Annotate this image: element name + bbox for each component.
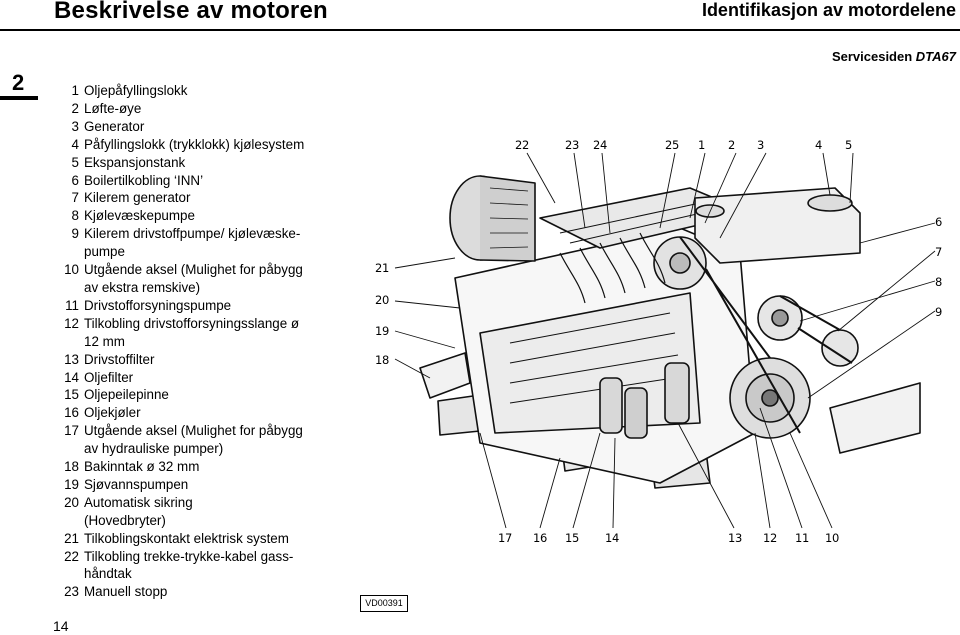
- part-number: 16: [64, 405, 79, 421]
- part-number: 14: [64, 369, 79, 385]
- part-description: Manuell stopp: [84, 584, 168, 600]
- subheading-prefix: Servicesiden: [831, 49, 916, 64]
- part-item: [55, 530, 370, 548]
- part-description: Boilertilkobling ‘INN’: [84, 172, 204, 188]
- part-item: [55, 476, 370, 494]
- subheading-model: DTA67: [915, 49, 956, 64]
- callout-label: 6: [935, 215, 943, 229]
- part-item: [55, 369, 370, 387]
- part-number: 21: [64, 530, 79, 546]
- callout-label: 23: [565, 138, 580, 152]
- part-list: [55, 82, 370, 601]
- part-item: [55, 404, 370, 422]
- part-item: [55, 261, 370, 297]
- chapter-number: 2: [12, 70, 25, 95]
- callout-label: 15: [565, 531, 580, 545]
- part-description: Påfyllingslokk (trykklokk) kjølesystem: [84, 136, 305, 152]
- engine-figure: [360, 133, 956, 615]
- part-description: Kilerem drivstoffpumpe/ kjølevæske- pumpe: [84, 226, 301, 260]
- part-item: [55, 458, 370, 476]
- callout-label: 19: [375, 324, 390, 338]
- callout-label: 1: [698, 138, 706, 152]
- callout-label: 21: [375, 261, 390, 275]
- part-description: Oljekjøler: [84, 405, 141, 421]
- part-description: Drivstofforsyningspumpe: [84, 297, 232, 313]
- callout-label: 18: [375, 353, 390, 367]
- part-description: Tilkobling drivstofforsyningsslange ø 12 mm: [84, 315, 300, 349]
- part-number: 4: [71, 136, 79, 152]
- part-description: Løfte-øye: [84, 100, 142, 116]
- header-rule: [0, 29, 960, 31]
- part-item: [55, 136, 370, 154]
- page-title: Beskrivelse av motoren: [54, 0, 328, 24]
- callout-label: 4: [815, 138, 823, 152]
- callout-label: 3: [757, 138, 765, 152]
- callout-label: 10: [825, 531, 840, 545]
- chapter-rule: [0, 96, 38, 100]
- part-number: 15: [64, 387, 79, 403]
- part-item: [55, 172, 370, 190]
- part-item: [55, 386, 370, 404]
- part-item: [55, 207, 370, 225]
- figure-code: VD00391: [360, 595, 408, 612]
- engine-drawing: [360, 133, 956, 615]
- part-description: Oljepåfyllingslokk: [84, 83, 188, 98]
- part-description: Tilkobling trekke-trykke-kabel gass- håndtak: [84, 548, 294, 582]
- callout-label: 7: [935, 245, 943, 259]
- part-description: Kjølevæskepumpe: [84, 208, 195, 224]
- part-item: [55, 225, 370, 261]
- part-number: 5: [71, 154, 79, 170]
- part-item: [55, 189, 370, 207]
- callout-label: 2: [728, 138, 736, 152]
- callout-label: 24: [593, 138, 608, 152]
- part-number: 6: [71, 172, 79, 188]
- callout-label: 5: [845, 138, 853, 152]
- callout-label: 20: [375, 293, 390, 307]
- part-description: Automatisk sikring (Hovedbryter): [84, 494, 193, 528]
- part-number: 7: [71, 190, 79, 206]
- part-item: [55, 82, 370, 100]
- part-description: Oljepeilepinne: [84, 387, 169, 403]
- engine-block: [455, 228, 755, 483]
- part-number: 13: [64, 351, 79, 367]
- part-number: 8: [71, 208, 79, 224]
- part-description: Tilkoblingskontakt elektrisk system: [84, 530, 289, 546]
- part-number: 10: [64, 262, 79, 278]
- part-number: 11: [65, 297, 79, 313]
- callout-label: 11: [795, 531, 810, 545]
- part-number: 23: [64, 584, 79, 600]
- part-item: [55, 422, 370, 458]
- page-number: 14: [53, 618, 69, 634]
- part-item: [55, 297, 370, 315]
- part-item: [55, 494, 370, 530]
- part-number: 1: [71, 83, 79, 98]
- part-number: 20: [64, 494, 79, 510]
- part-number: 3: [71, 118, 79, 134]
- callout-label: 14: [605, 531, 620, 545]
- part-item: [55, 154, 370, 172]
- callout-label: 17: [498, 531, 513, 545]
- part-description: Drivstoffilter: [84, 351, 155, 367]
- part-number: 19: [64, 476, 79, 492]
- callout-label: 13: [728, 531, 743, 545]
- part-item: [55, 315, 370, 351]
- part-description: Utgående aksel (Mulighet for påbygg av ekstra remskive): [84, 262, 303, 295]
- expansion-tank: [695, 188, 860, 263]
- callout-label: 12: [763, 531, 778, 545]
- part-number: 12: [64, 315, 79, 331]
- part-number: 17: [64, 423, 79, 439]
- air-filter: [450, 176, 535, 261]
- callout-label: 22: [515, 138, 530, 152]
- callout-label: 25: [665, 138, 680, 152]
- part-description: Generator: [84, 118, 145, 134]
- callout-label: 8: [935, 275, 943, 289]
- part-number: 2: [71, 100, 79, 116]
- part-description: Utgående aksel (Mulighet for påbygg av hydrauliske pumper): [84, 423, 303, 457]
- part-description: Oljefilter: [84, 369, 134, 385]
- callout-label: 16: [533, 531, 548, 545]
- part-item: [55, 548, 370, 584]
- part-item: [55, 100, 370, 118]
- subheading: [832, 49, 956, 64]
- part-description: Kilerem generator: [84, 190, 191, 206]
- part-number: 9: [71, 226, 79, 242]
- part-description: Ekspansjonstank: [84, 154, 186, 170]
- part-description: Sjøvannspumpen: [84, 476, 189, 492]
- callout-label: 9: [935, 305, 943, 319]
- part-number: 18: [64, 459, 79, 475]
- section-title: Identifikasjon av motordelene: [701, 0, 956, 20]
- part-description: Bakinntak ø 32 mm: [84, 459, 200, 475]
- part-item: [55, 351, 370, 369]
- part-item: [55, 118, 370, 136]
- part-number: 22: [64, 548, 79, 564]
- part-item: [55, 583, 370, 601]
